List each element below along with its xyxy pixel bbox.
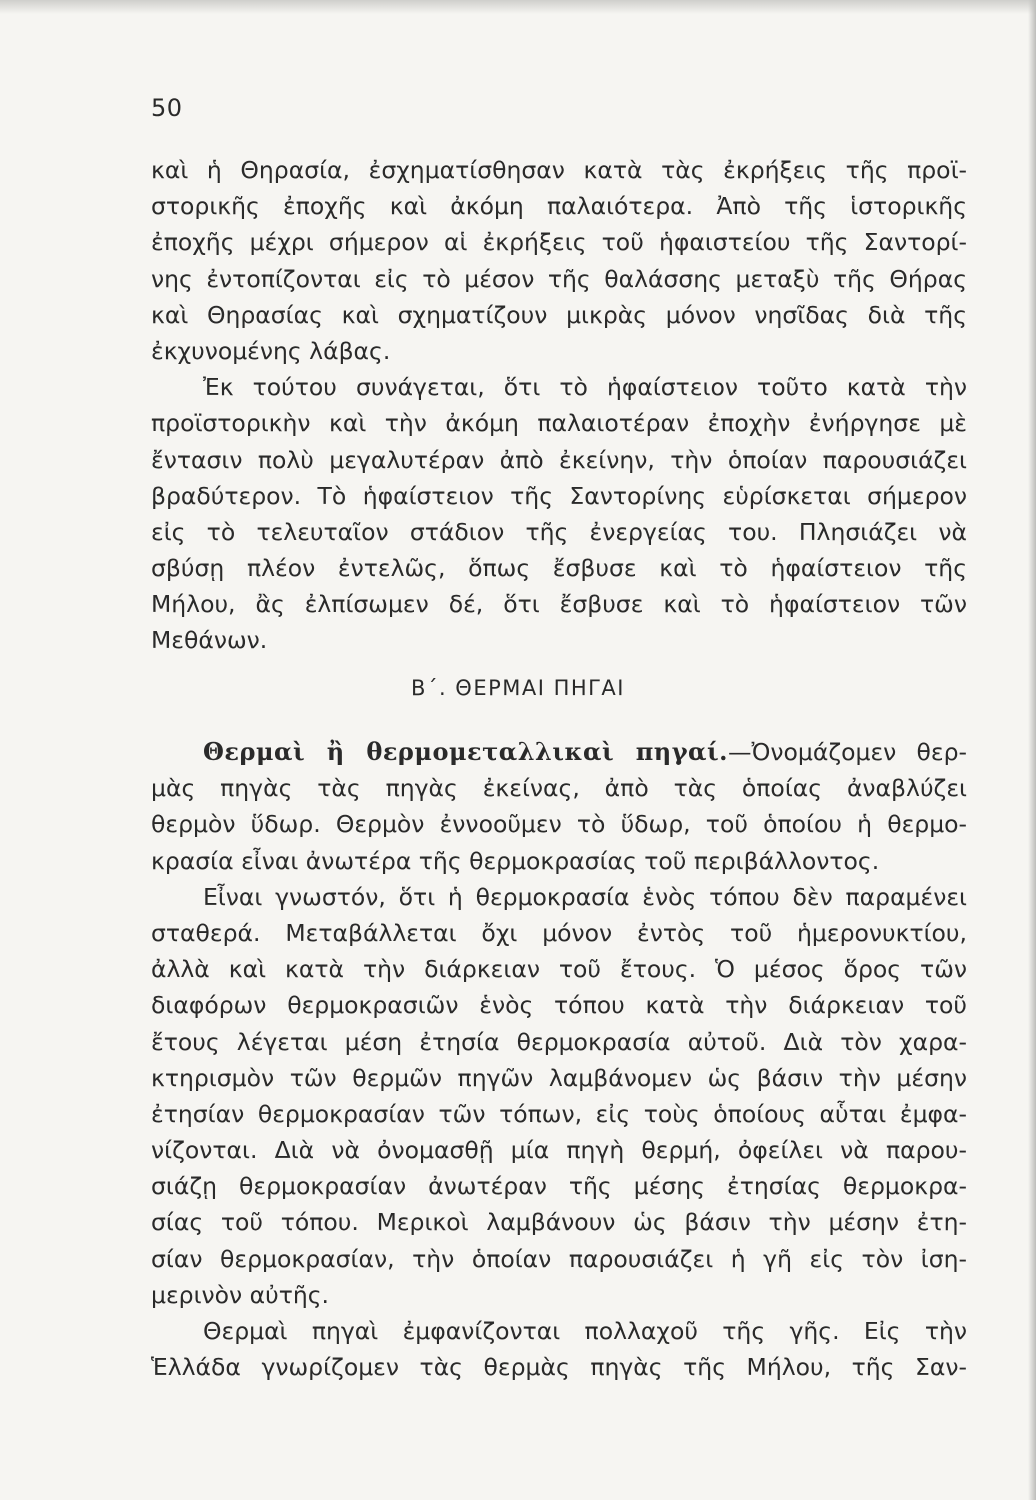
text-line: μερινὸν αὐτῆς. [151,1280,330,1309]
text-line: ἔντασιν πολὺ μεγαλυτέραν ἀπὸ ἐκείνην, τὴν ὁποίαν παρουσιάζει [151,445,967,474]
text-line: σταθερά. Μεταβάλλεται ὄχι μόνον ἐντὸς τοῦ ἡμερονυκτίου, [151,918,967,947]
text-line: νίζονται. Διὰ νὰ ὀνομασθῇ μία πηγὴ θερμή, ὀφείλει νὰ παρου- [151,1136,967,1165]
text-line: ἐτησίαν θερμοκρασίαν τῶν τόπων, εἰς τοὺς ὁποίους αὗται ἐμφα- [151,1099,967,1128]
text-line: Μήλου, ἂς ἐλπίσωμεν δέ, ὅτι ἔσβυσε καὶ τὸ ἡφαίστειον τῶν [151,590,967,619]
subheading-continuation: —Ὀνομάζομεν θερ- [727,738,967,766]
text-block-upper [151,152,967,659]
text-line: βραδύτερον. Τὸ ἡφαίστειον τῆς Σαντορίνης εὑρίσκεται σήμερον [151,481,967,510]
text-line: ἐκχυνομένης λάβας. [151,336,391,365]
text-line: σιάζῃ θερμοκρασίαν ἀνωτέραν τῆς μέσης ἐτησίας θερμοκρα- [151,1172,967,1201]
text-line: κτηρισμὸν τῶν θερμῶν πηγῶν λαμβάνομεν ὡς βάσιν τὴν μέσην [151,1063,967,1092]
text-line: σίας τοῦ τόπου. Μερικοὶ λαμβάνουν ὡς βάσιν τὴν μέσην ἐτη- [151,1208,967,1237]
text-line: μὰς πηγὰς τὰς πηγὰς ἐκείνας, ἀπὸ τὰς ὁποίας ἀναβλύζει [151,774,967,803]
text-line: ἀλλὰ καὶ κατὰ τὴν διάρκειαν τοῦ ἔτους. Ὁ μέσος ὅρος τῶν [151,955,967,984]
text-line: εἰς τὸ τελευταῖον στάδιον τῆς ἐνεργείας του. Πλησιάζει νὰ [151,517,967,546]
text-line: Ἑλλάδα γνωρίζομεν τὰς θερμὰς πηγὰς τῆς Μήλου, τῆς Σαν- [151,1353,967,1382]
scan-top-shadow [0,0,1036,14]
text-line: προϊστορικὴν καὶ τὴν ἀκόμη παλαιοτέραν ἐποχὴν ἐνήργησε μὲ [151,409,967,438]
text-line: Ἐκ τούτου συνάγεται, ὅτι τὸ ἡφαίστειον τοῦτο κατὰ τὴν [203,373,967,402]
subheading: Θερμαὶ ἢ θερμομεταλλικαὶ πηγαί. [203,737,728,766]
text-line: θερμὸν ὕδωρ. Θερμὸν ἐννοοῦμεν τὸ ὕδωρ, τοῦ ὁποίου ἡ θερμο- [151,810,967,839]
text-line: Μεθάνων. [151,626,268,655]
text-line-with-subheading [151,734,967,770]
text-block-lower [151,734,967,1385]
text-line: νης ἐντοπίζονται εἰς τὸ μέσον τῆς θαλάσσης μεταξὺ τῆς Θήρας [151,264,967,293]
text-line: Εἶναι γνωστόν, ὅτι ἡ θερμοκρασία ἑνὸς τόπου δὲν παραμένει [203,882,967,911]
text-line: ἔτους λέγεται μέση ἐτησία θερμοκρασία αὐτοῦ. Διὰ τὸν χαρα- [151,1027,967,1056]
scan-right-edge [1028,0,1036,1500]
page-number: 50 [151,94,183,122]
text-line: κρασία εἶναι ἀνωτέρα τῆς θερμοκρασίας τοῦ περιβάλλοντος. [151,846,880,875]
text-line: ἐποχῆς μέχρι σήμερον αἱ ἐκρήξεις τοῦ ἡφαιστείου τῆς Σαντορί- [151,228,967,257]
text-line: καὶ Θηρασίας καὶ σχηματίζουν μικρὰς μόνον νησῖδας διὰ τῆς [151,300,967,329]
text-line: διαφόρων θερμοκρασιῶν ἑνὸς τόπου κατὰ τὴν διάρκειαν τοῦ [151,991,967,1020]
text-line: στορικῆς ἐποχῆς καὶ ἀκόμη παλαιότερα. Ἀπὸ τῆς ἱστορικῆς [151,192,967,221]
text-line: σβύσῃ πλέον ἐντελῶς, ὅπως ἔσβυσε καὶ τὸ ἡφαίστειον τῆς [151,554,967,583]
text-line: Θερμαὶ πηγαὶ ἐμφανίζονται πολλαχοῦ τῆς γῆς. Εἰς τὴν [203,1317,967,1345]
text-line: σίαν θερμοκρασίαν, τὴν ὁποίαν παρουσιάζει ἡ γῆ εἰς τὸν ἰση- [151,1244,967,1273]
section-heading: Β΄. ΘΕΡΜΑΙ ΠΗΓΑΙ [411,676,625,700]
text-line: καὶ ἡ Θηρασία, ἐσχηματίσθησαν κατὰ τὰς ἐκρήξεις τῆς προϊ- [151,156,967,184]
